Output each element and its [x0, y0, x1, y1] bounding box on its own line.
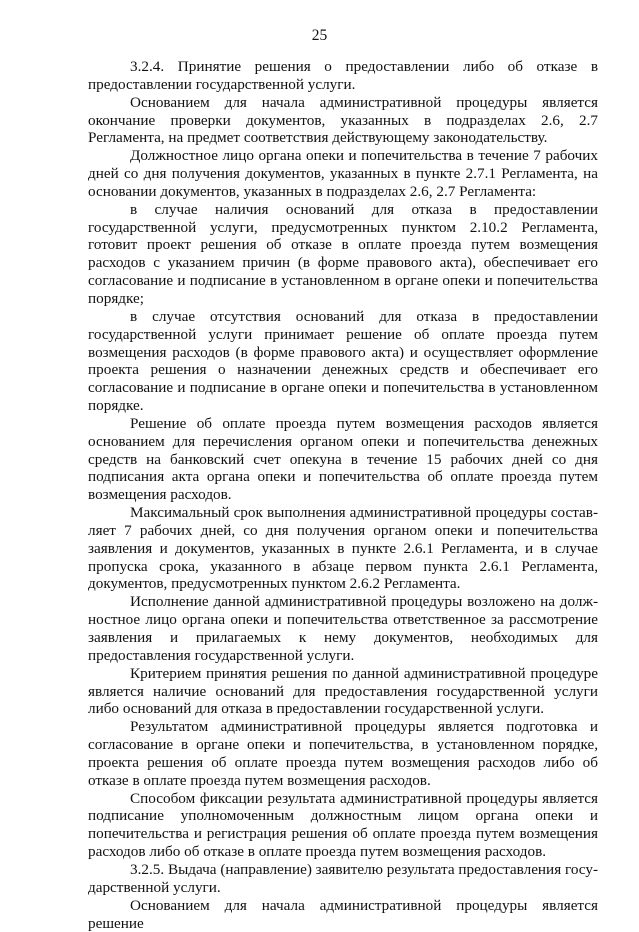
paragraph: Должностное лицо органа опеки и попечительства в течение 7 рабочих дней со дня получения документов, указанных в пункте 2.7.1 Регламента, на основании документов, указанных в подразделах 2.6, 2.7 Регламента: [88, 147, 598, 200]
paragraph-section-3-2-4-heading: 3.2.4. Принятие решения о предоставлении либо об отказе в предоставлении государственной услуги. [88, 58, 598, 93]
paragraph: Критерием принятия решения по данной административной процедуре является наличие оснований для предоставления государственной услуги либо оснований для отказа в предоставлении государственной услуги. [88, 664, 598, 718]
paragraph: Способом фиксации результата административной процедуры является подписание уполномоченным должностным лицом органа опеки и попечительства и регистрация решения об оплате проезда путем возмещения расходов либо об отказе в оплате проезда путем возмещения расходов. [88, 789, 598, 861]
paragraph: Исполнение данной административной процедуры возложено на должностное лицо органа опеки и попечительства ответственное за рассмотрение заявления и прилагаемых к нему документов, необходимых для предоставления государственной услуги. [88, 593, 598, 664]
paragraph: Основанием для начала административной процедуры является окончание проверки документов, указанных в подразделах 2.6, 2.7 Регламента, на предмет соответствия действующему законодательству. [88, 93, 598, 147]
paragraph: Решение об оплате проезда путем возмещения расходов является основанием для перечисления органом опеки и попечительства денежных средств на банковский счет опекуна в течение 15 рабочих дней со дня подписания акта органа опеки и попечительства об оплате проезда путем возмещения расходов. [88, 414, 598, 504]
paragraph: в случае наличия оснований для отказа в предоставлении государственной услуги, предусмотренных пунктом 2.10.2 Регламента, готовит проект решения об отказе в оплате проезда путем возмещения расходов с указанием причин (в форме правового акта), обеспечивает его согласование и подписание в установленном в органе опеки и попечительства порядке; [88, 200, 598, 307]
page-number: 25 [311, 27, 328, 44]
paragraph-section-3-2-5-heading: 3.2.5. Выдача (направление) заявителю результата предоставления государственной услуги. [88, 860, 598, 896]
paragraph: Основанием для начала административной процедуры является решение [88, 896, 598, 932]
paragraph: Максимальный срок выполнения административной процедуры составляет 7 рабочих дней, со дня получения органом опеки и попечительства заявления и документов, указанных в пункте 2.6.1 Регламента, и в случае пропуска срока, указанного в абзаце первом пункта 2.6.1 Регламента, документов, предусмотренных пунктом 2.6.2 Регламента. [88, 504, 598, 593]
paragraph: в случае отсутствия оснований для отказа в предоставлении государственной услуги принимает решение об оплате проезда путем возмещения расходов (в форме правового акта) и осуществляет оформление проекта решения о назначении денежных средств и обеспечивает его согласование и подписание в органе опеки и попечительства в установленном порядке. [88, 307, 598, 415]
document-body [88, 58, 598, 932]
paragraph: Результатом административной процедуры является подготовка и согласование в органе опеки и попечительства, в установленном порядке, проекта решения об оплате проезда путем возмещения расходов либо об отказе в оплате проезда путем возмещения расходов. [88, 718, 598, 789]
